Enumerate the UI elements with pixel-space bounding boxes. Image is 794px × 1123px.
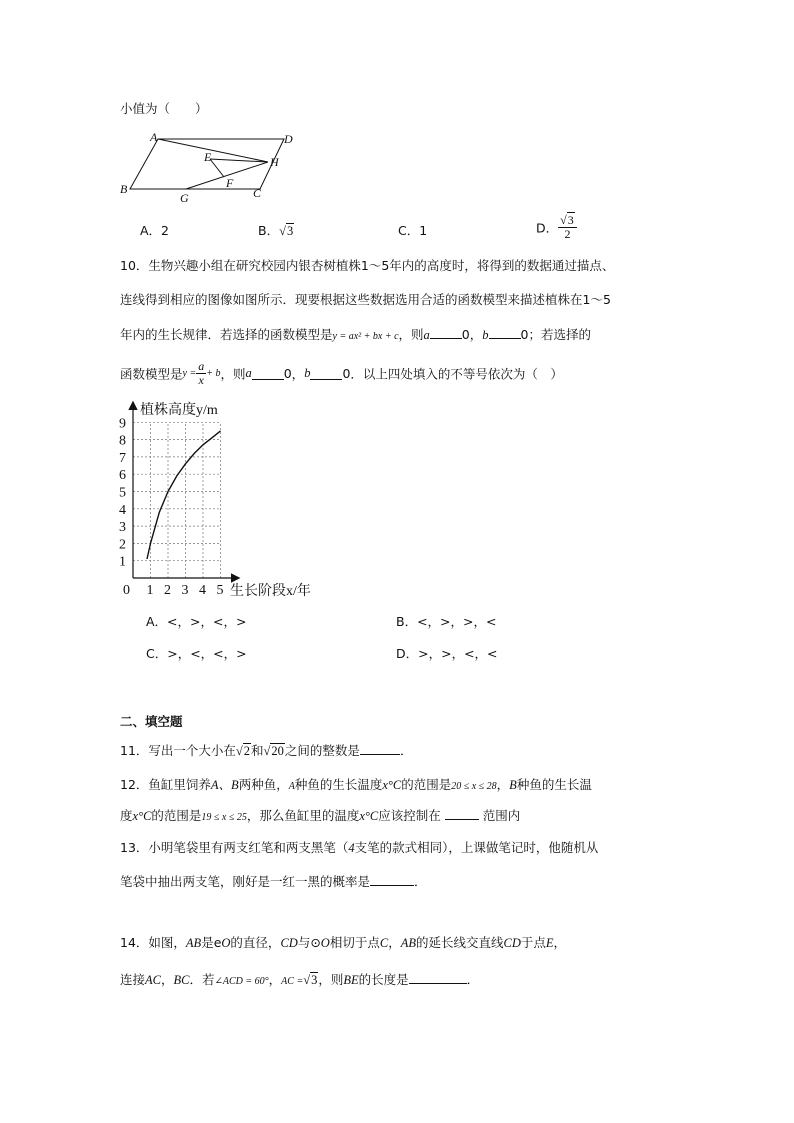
q9-option-a: A．2 <box>140 223 170 238</box>
x-tick-label: 2 <box>164 583 171 598</box>
q10-blank-2 <box>489 326 521 339</box>
q13-line2: 笔袋中抽出两支笔，刚好是一红一黑的概率是 ． <box>120 874 427 889</box>
point-label-d: D <box>284 132 293 146</box>
q10-option-d: D．>，>，<，< <box>396 646 498 661</box>
point-label-f: F <box>226 176 234 190</box>
q11-text: 11．写出一个大小在√2和√20之间的整数是 ． <box>120 743 413 758</box>
x-axis-label: 生长阶段x/年 <box>230 584 311 599</box>
q10-line4: 函数模型是y = $\frac{a}{x}$ + b，则a 0，b 0．以上四处填入的不等号依次为（ ） <box>120 359 563 387</box>
q10-option-c: C．>，<，<，> <box>146 646 247 661</box>
q9-option-b-sqrt: √3 <box>279 224 294 238</box>
y-tick-label: 2 <box>119 537 126 553</box>
point-label-c: C <box>253 186 262 200</box>
point-label-e: E <box>204 150 212 164</box>
q9-option-d-fraction: $\frac{√3}{2}$ <box>558 214 577 241</box>
q10-option-b: B．<，>，>，< <box>396 614 497 629</box>
growth-curve-series <box>147 431 221 559</box>
q9-parallelogram-figure <box>110 125 310 210</box>
q9-option-c: C．1 <box>398 223 428 238</box>
y-tick-label: 7 <box>119 450 126 466</box>
q9-option-d: D． $\frac{√3}{2}$ <box>536 214 577 241</box>
q10-line2: 连线得到相应的图像如图所示．现要根据这些数据选用合适的函数模型来描述植株在1～5 <box>120 292 611 307</box>
q11-blank <box>360 742 400 755</box>
q10-line1: 10．生物兴趣小组在研究校园内银杏树植株1～5年内的高度时，将得到的数据通过描点、 <box>120 258 615 273</box>
q10-option-a: A．<，>，<，> <box>146 614 247 629</box>
y-tick-label: 3 <box>119 520 126 536</box>
q10-line3: 年内的生长规律．若选择的函数模型是y = ax² + bx + c，则a 0，b 0；若选择的 <box>120 327 591 342</box>
q12-line2: 度x°C的范围是19 ≤ x ≤ 25，那么鱼缸里的温度x°C应该控制在 范围内 <box>120 808 521 823</box>
x-tick-label: 3 <box>181 583 189 598</box>
q10-fraction: $\frac{a}{x}$ <box>198 359 205 387</box>
q14-line2: 连接AC，BC．若∠ACD = 60°，AC =√3，则BE的长度是 ． <box>120 972 480 987</box>
x-tick-label: 0 <box>123 583 130 598</box>
q14-blank <box>409 971 467 984</box>
y-axis-label: 植株高度y/m <box>140 403 218 418</box>
point-label-a: A <box>150 130 158 144</box>
y-tick-label: 5 <box>119 485 126 501</box>
y-tick-label: 1 <box>119 554 126 570</box>
q12-blank <box>445 807 479 820</box>
y-tick-label: 9 <box>119 416 126 432</box>
point-label-h: H <box>270 155 279 169</box>
q14-line1: 14．如图，AB是eO的直径，CD与⊙O相切于点C，AB的延长线交直线CD于点E， <box>120 935 567 950</box>
q9-option-b: B．√3 <box>258 223 294 238</box>
x-tick-label: 1 <box>146 583 154 598</box>
q10-blank-4 <box>310 367 342 380</box>
q10-growth-chart <box>110 395 350 605</box>
y-tick-label: 6 <box>119 468 126 484</box>
point-label-g: G <box>180 191 189 205</box>
q12-line1: 12．鱼缸里饲养A、B两种鱼，A种鱼的生长温度x°C的范围是20 ≤ x ≤ 28，B种鱼的生长温 <box>120 777 592 792</box>
x-tick-label: 5 <box>216 583 224 598</box>
x-tick-label: 4 <box>199 583 206 598</box>
section-heading-fill-in: 二、填空题 <box>120 714 183 729</box>
y-tick-label: 4 <box>119 502 126 518</box>
q10-blank-1 <box>430 326 462 339</box>
q10-blank-3 <box>252 367 284 380</box>
q9-tail-text: 小值为（ ） <box>120 101 208 116</box>
point-label-b: B <box>120 182 128 196</box>
q13-blank <box>370 873 414 886</box>
y-tick-label: 8 <box>119 433 126 449</box>
q13-line1: 13．小明笔袋里有两支红笔和两支黑笔（4支笔的款式相同），上课做笔记时，他随机从 <box>120 840 599 855</box>
